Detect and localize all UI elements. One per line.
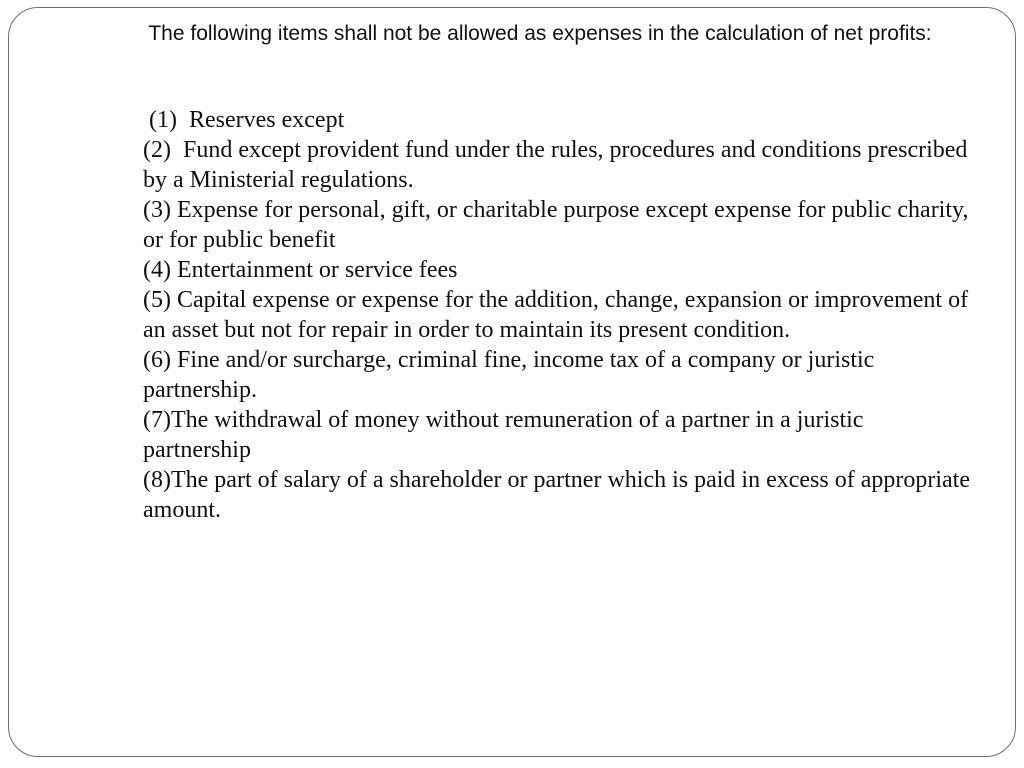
item-number: (2) bbox=[143, 137, 183, 163]
item-text: The part of salary of a shareholder or partner which is paid in excess of appropriate amount. bbox=[143, 467, 971, 523]
list-item-7 bbox=[143, 405, 973, 465]
item-text: Fund except provident fund under the rules, procedures and conditions prescribed by a Ministerial regulations. bbox=[143, 137, 968, 193]
heading-emphasis: shall not be allowed bbox=[333, 22, 519, 45]
item-number: (1) bbox=[143, 107, 189, 133]
item-text: Reserves except bbox=[188, 107, 345, 133]
list-item-3 bbox=[143, 195, 973, 255]
heading-text-before: The following items bbox=[148, 22, 334, 45]
item-text: Capital expense or expense for the addition, change, expansion or improvement of an asset but not for repair in order to maintain its present condition. bbox=[143, 287, 969, 343]
item-number: (5) bbox=[143, 287, 177, 313]
list-item-5 bbox=[143, 285, 973, 345]
item-text: Expense for personal, gift, or charitable purpose except expense for public charity, or for public benefit bbox=[143, 197, 969, 253]
item-text: Fine and/or surcharge, criminal fine, income tax of a company or juristic partnership. bbox=[143, 347, 875, 403]
expense-items-list bbox=[143, 105, 973, 525]
list-item-6 bbox=[143, 345, 973, 405]
item-number: (3) bbox=[143, 197, 177, 223]
slide-heading bbox=[110, 18, 970, 49]
item-number: (4) bbox=[143, 257, 177, 283]
list-item-8 bbox=[143, 465, 973, 525]
item-number: (7) bbox=[143, 407, 171, 433]
item-number: (8) bbox=[143, 467, 171, 493]
item-text: The withdrawal of money without remuneration of a partner in a juristic partnership bbox=[143, 407, 864, 463]
list-item-4 bbox=[143, 255, 973, 285]
list-item-2 bbox=[143, 135, 973, 195]
item-text: Entertainment or service fees bbox=[176, 257, 458, 283]
list-item-1 bbox=[143, 105, 973, 135]
item-number: (6) bbox=[143, 347, 177, 373]
heading-text-after: as expenses in the calculation of net profits: bbox=[518, 22, 932, 45]
